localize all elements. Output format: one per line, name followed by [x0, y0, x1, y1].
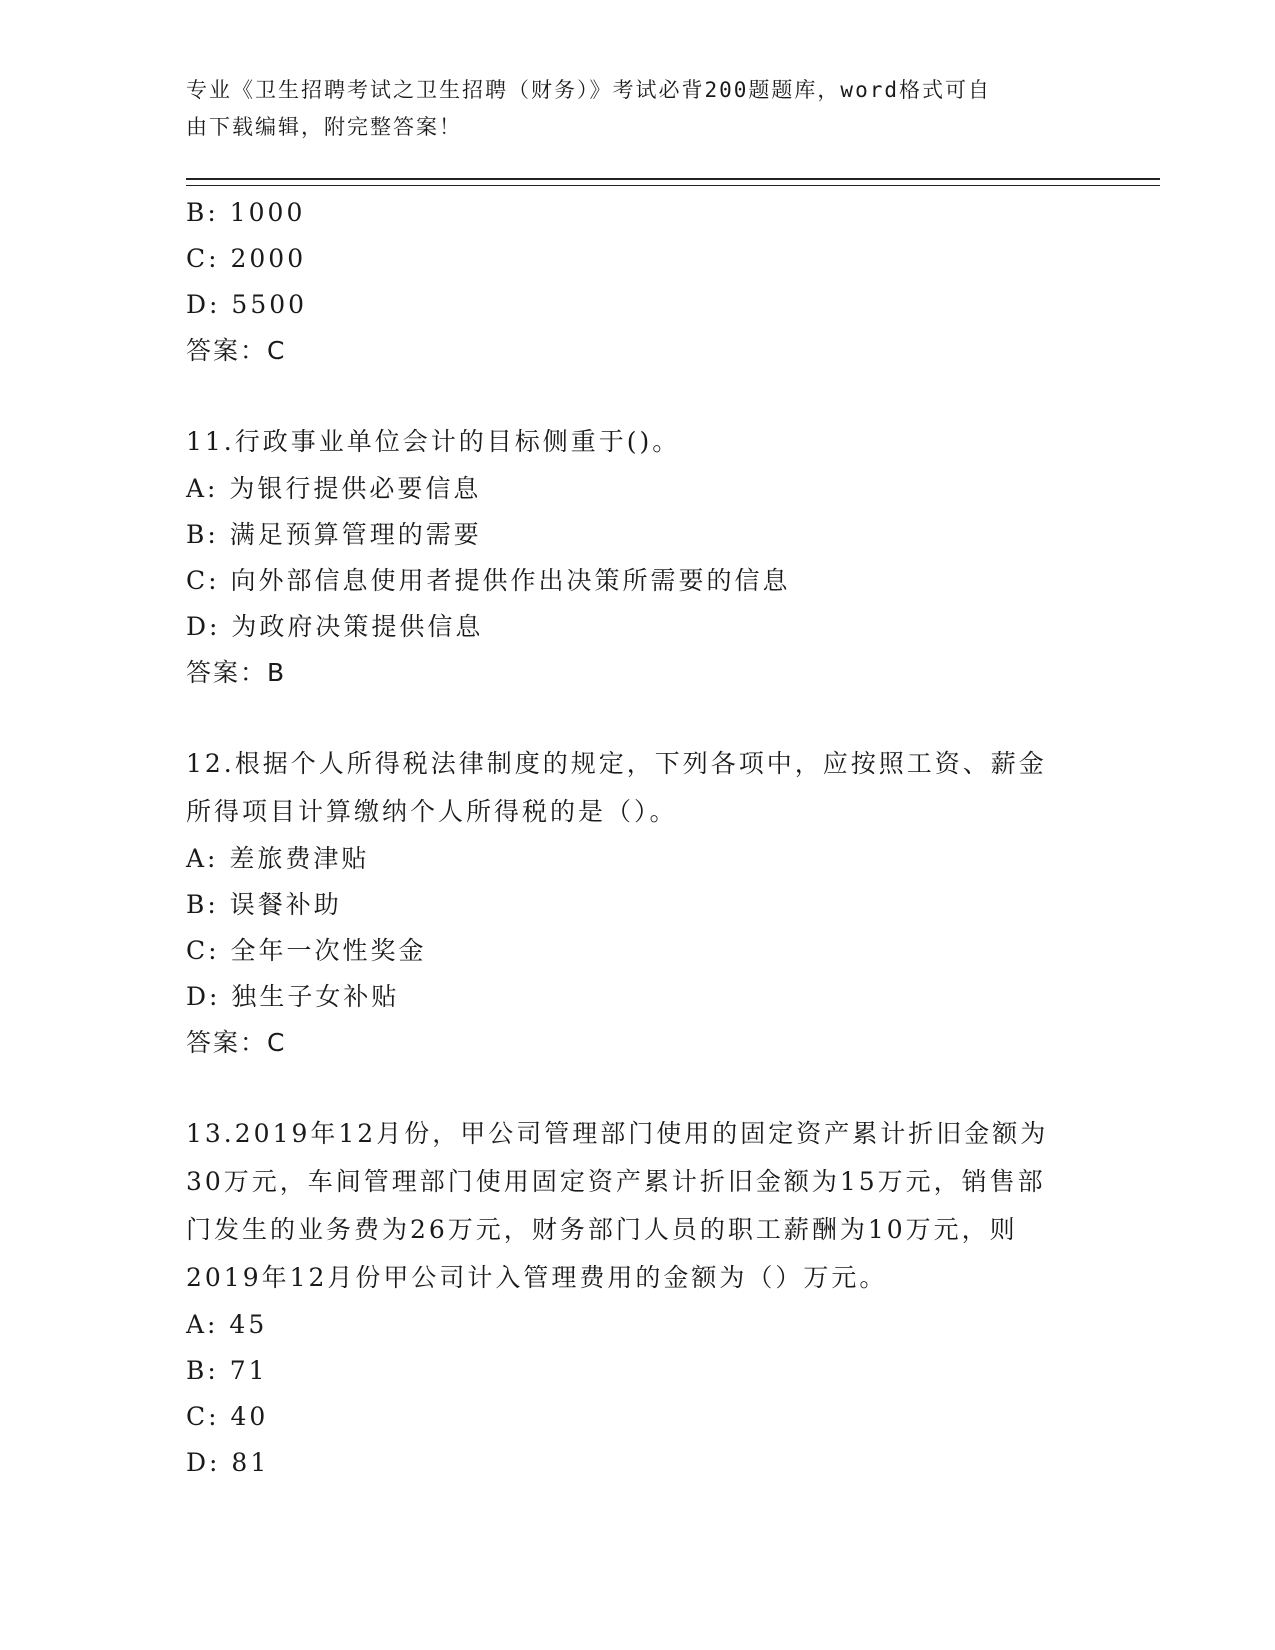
document-header — [186, 72, 1086, 146]
question-stem-line: 12.根据个人所得税法律制度的规定，下列各项中，应按照工资、薪金 — [186, 749, 1047, 778]
option-b: B: 1000 — [186, 198, 306, 227]
spacer — [186, 696, 1116, 740]
option-a: A: 45 — [186, 1310, 268, 1339]
question-stem-line: 2019年12月份甲公司计入管理费用的金额为（）万元。 — [186, 1263, 888, 1292]
option-d: D: 81 — [186, 1448, 270, 1477]
option-a: A: 为银行提供必要信息 — [186, 474, 482, 503]
header-line-2: 由下载编辑，附完整答案！ — [186, 115, 462, 139]
question-list — [186, 190, 1116, 1486]
question-stem — [186, 1110, 1116, 1302]
question-block-12 — [186, 740, 1116, 1066]
header-divider — [186, 178, 1160, 186]
option-d: D: 为政府决策提供信息 — [186, 612, 484, 641]
option-c: C: 全年一次性奖金 — [186, 936, 427, 965]
option-c: C: 向外部信息使用者提供作出决策所需要的信息 — [186, 566, 791, 595]
question-stem-line: 门发生的业务费为26万元，财务部门人员的职工薪酬为10万元，则 — [186, 1215, 1018, 1244]
question-stem-line: 11.行政事业单位会计的目标侧重于()。 — [186, 427, 681, 456]
header-line-1: 专业《卫生招聘考试之卫生招聘（财务）》考试必背200题题库，word格式可自 — [186, 78, 991, 102]
spacer — [186, 374, 1116, 418]
question-stem — [186, 418, 1116, 466]
question-block-13 — [186, 1110, 1116, 1486]
option-b: B: 满足预算管理的需要 — [186, 520, 482, 549]
option-a: A: 差旅费津贴 — [186, 844, 370, 873]
option-b: B: 误餐补助 — [186, 890, 342, 919]
question-block-prev — [186, 190, 1116, 374]
spacer — [186, 1066, 1116, 1110]
question-stem-line: 30万元，车间管理部门使用固定资产累计折旧金额为15万元，销售部 — [186, 1167, 1046, 1196]
question-stem-line: 所得项目计算缴纳个人所得税的是（）。 — [186, 797, 678, 826]
question-stem-line: 13.2019年12月份，甲公司管理部门使用的固定资产累计折旧金额为 — [186, 1119, 1049, 1148]
question-block-11 — [186, 418, 1116, 696]
option-d: D: 独生子女补贴 — [186, 982, 400, 1011]
answer-line: 答案：C — [186, 336, 287, 365]
answer-line: 答案：C — [186, 1028, 287, 1057]
answer-line: 答案：B — [186, 658, 287, 687]
option-c: C: 40 — [186, 1402, 269, 1431]
question-stem — [186, 740, 1116, 836]
option-b: B: 71 — [186, 1356, 268, 1385]
option-c: C: 2000 — [186, 244, 307, 273]
option-d: D: 5500 — [186, 290, 308, 319]
